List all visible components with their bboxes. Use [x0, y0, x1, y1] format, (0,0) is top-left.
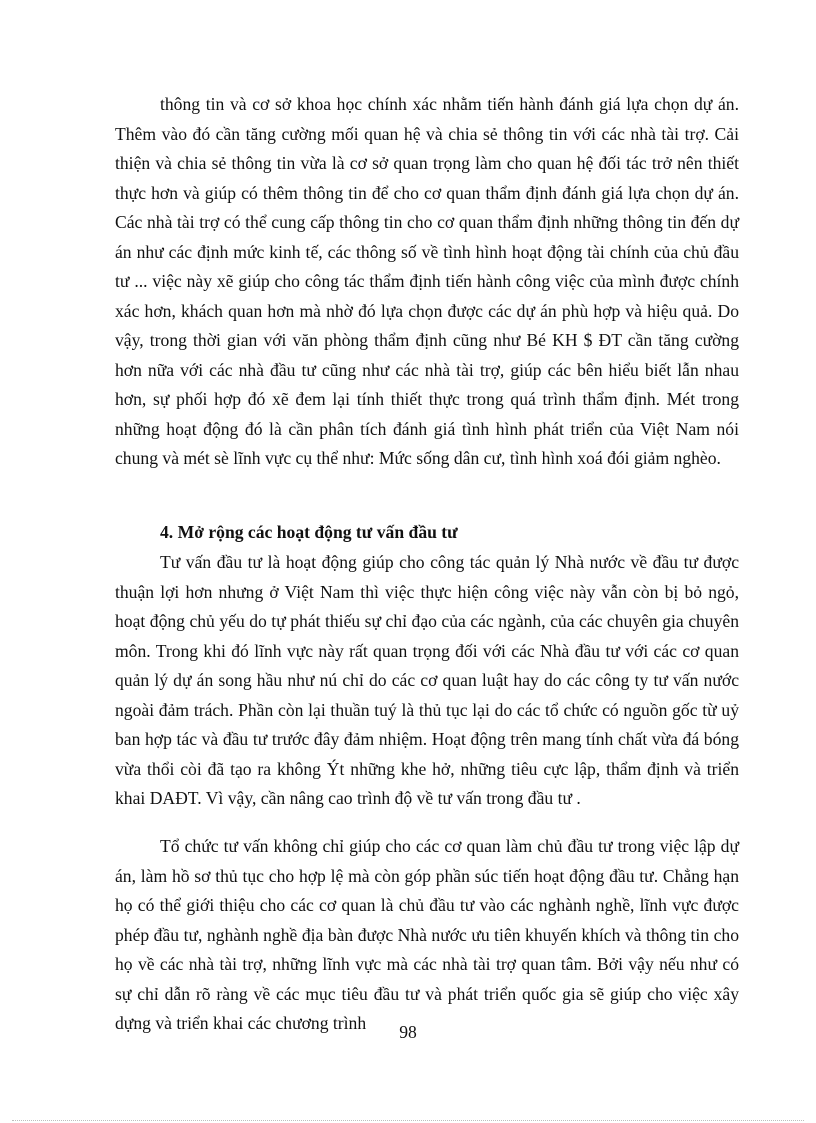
body-text-section-3 [115, 832, 739, 1039]
paragraph-continuation: thông tin và cơ sở khoa học chính xác nhằm tiến hành đánh giá lựa chọn dự án. Thêm vào đó cần tăng cường mối quan hệ và chia sẻ thông tin với các nhà tài trợ. Cải thiện và chia sẻ thông tin vừa là cơ sở quan trọng làm cho quan hệ đối tác trở nên thiết thực hơn và giúp có thêm thông tin để cho cơ quan thẩm định đánh giá lựa chọn dự án. Các nhà tài trợ có thể cung cấp thông tin cho cơ quan thẩm định những thông tin đến dự án như các định mức kinh tế, các thông số về tình hình hoạt động tài chính của chủ đầu tư ... việc này xẽ giúp cho công tác thẩm định tiến hành công việc của mình được chính xác hơn, khách quan hơn mà nhờ đó lựa chọn được các dự án phù hợp và hiệu quả. Do vậy, trong thời gian với văn phòng thẩm định cũng như Bé KH $ ĐT cần tăng cường hơn nữa với các nhà đầu tư cũng như các nhà tài trợ, giúp các bên hiểu biết lẫn nhau hơn, sự phối hợp đó xẽ đem lại tính thiết thực trong quá trình thẩm định. Mét trong những hoạt động đó là cần phân tích đánh giá tình hình phát triển của Việt Nam nói chung và mét sè lĩnh vực cụ thể như: Mức sống dân cư, tình hình xoá đói giảm nghèo. [115, 94, 739, 468]
paragraph-consulting-organizations: Tổ chức tư vấn không chỉ giúp cho các cơ quan làm chủ đầu tư trong việc lập dự án, làm hồ sơ thủ tục cho hợp lệ mà còn góp phần súc tiến hoạt động đầu tư. Chẳng hạn họ có thể giới thiệu cho các cơ quan là chủ đầu tư vào các nghành nghề, lĩnh vực được phép đầu tư, nghành nghề địa bàn được Nhà nước ưu tiên khuyến khích và thông tin cho họ về các nhà tài trợ, những lĩnh vực mà các nhà tài trợ quan tâm. Bởi vậy nếu như có sự chỉ dẫn rõ ràng về các mục tiêu đầu tư và phát triển quốc gia sẽ giúp cho việc xây dựng và triển khai các chương trình [115, 836, 739, 1033]
section-heading: 4. Mở rộng các hoạt động tư vấn đầu tư [160, 522, 458, 542]
body-text-section-2 [115, 548, 739, 814]
body-text-section-1 [115, 90, 739, 474]
page-bottom-divider [12, 1120, 804, 1121]
paragraph-investment-consulting: Tư vấn đầu tư là hoạt động giúp cho công tác quản lý Nhà nước về đầu tư được thuận lợi hơn nhưng ở Việt Nam thì việc thực hiện công việc này vẫn còn bị bỏ ngỏ, hoạt động chủ yếu do tự phát thiếu sự chỉ đạo của các ngành, của các chuyên gia chuyên môn. Trong khi đó lĩnh vực này rất quan trọng đối với các Nhà đầu tư với các cơ quan quản lý dự án song hầu như nú chỉ do các cơ quan luật hay do các công ty tư vấn nước ngoài đảm trách. Phần còn lại thuần tuý là thủ tục lại do các tổ chức có nguồn gốc từ uỷ ban hợp tác và đầu tư trước đây đảm nhiệm. Hoạt động trên mang tính chất vừa đá bóng vừa thổi còi đã tạo ra không Ýt những khe hở, những tiêu cực lập, thẩm định và triển khai DAĐT. Vì vậy, cần nâng cao trình độ về tư vấn trong đầu tư . [115, 552, 739, 808]
page-number: 98 [399, 1022, 417, 1042]
